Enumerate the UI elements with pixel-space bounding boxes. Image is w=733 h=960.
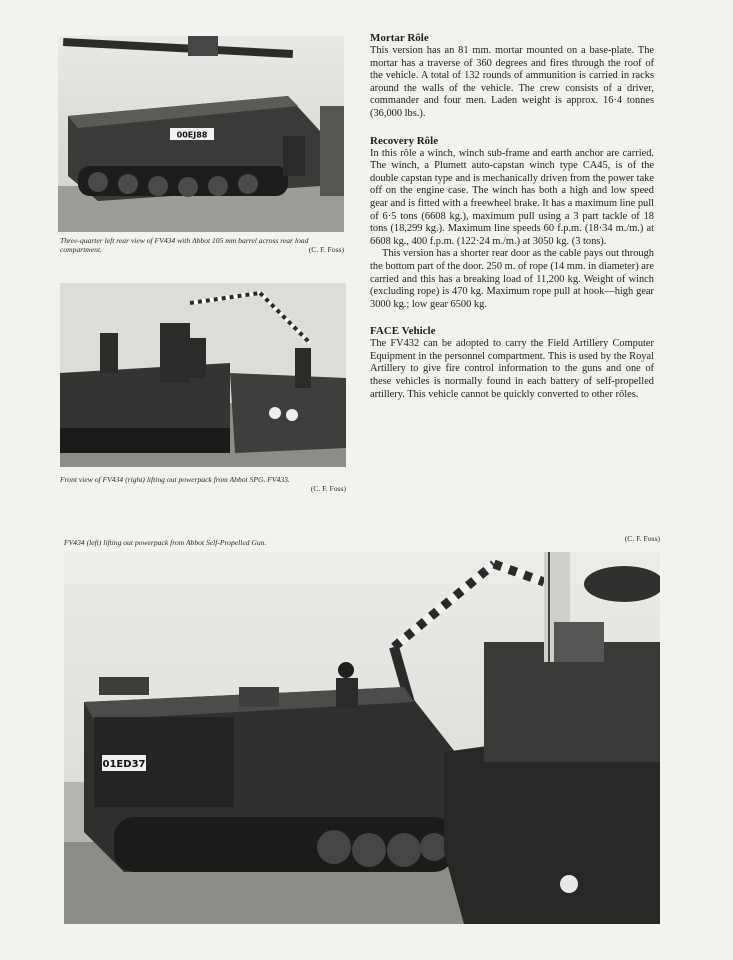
large-photo-credit: (C. F. Foss) [624, 534, 660, 543]
rear-view-plate: 00EJ88 [176, 130, 208, 140]
section-paragraph: This version has an 81 mm. mortar mounted on a base-plate. The mortar has a traverse of 360 degrees and fires through the roof of the vehicle. A total of 132 rounds of ammunition is carried in racks around the walls of the vehicle. The crew consists of a driver, commander and four men. Laden weight is approx. 16·4 tonnes (36,000 lbs.). [370, 45, 654, 119]
section-mortar-role [370, 32, 654, 121]
front-view-photo [60, 283, 346, 467]
large-photo-caption [64, 534, 660, 550]
section-paragraph: This version has a shorter rear door as the cable pays out through the bottom part of the door. 250 m. of rope (14 mm. in diameter) are carried and this has a breaking load of 11,200 kg. Weight of winch (excluding rope) is 470 kg. Maximum rope pull at hook—high gear 3000 kg.; low gear 6500 kg. [370, 248, 654, 310]
rear-view-credit: (C. F. Foss) [308, 245, 344, 254]
rear-view-caption-text: Three-quarter left rear view of FV434 with Abbot 105 mm barrel across rear load compartment. [60, 236, 309, 254]
rear-view-photo [58, 36, 344, 232]
front-view-image [60, 283, 346, 467]
section-face-vehicle [370, 325, 654, 401]
large-photo-image [64, 552, 660, 924]
section-paragraph: In this rôle a winch, winch sub-frame and earth anchor are carried. The winch, a Plumett auto-capstan winch type CA45, is of the double capstan type and is mechanically driven from the power take off on the engine case. The winch has both a high and low speed gear and is fitted with a freewheel brake. It has a maximum line pull of 6·5 tons (6608 kg.), maximum pull using a 3 part tackle of 18 tons (18,299 kg.). Maximum line speeds 60 f.p.m. (18·34 m./m.) at 6608 kg., 400 f.p.m. (122·24 m./m.) at 3050 kg. (3 tons). [370, 147, 654, 247]
large-photo-caption-text: FV434 (left) lifting out powerpack from Abbot Self-Propelled Gun. [64, 538, 267, 547]
section-heading: FACE Vehicle [370, 325, 436, 338]
section-heading: Recovery Rôle [370, 134, 439, 147]
section-paragraph: The FV432 can be adopted to carry the Field Artillery Computer Equipment in the personnel compartment. This is used by the Royal Artillery to give fire control information to the guns and one of these vehicles is normally found in each battery of self-propelled artillery. This vehicle cannot be quickly converted to other rôles. [370, 338, 654, 400]
section-recovery-role [370, 135, 654, 312]
rear-view-image [58, 36, 344, 232]
front-view-credit: (C. F. Foss) [310, 484, 346, 493]
text-column [370, 32, 654, 401]
section-heading: Mortar Rôle [370, 32, 429, 44]
front-view-caption [60, 475, 346, 495]
front-view-caption-text: Front view of FV434 (right) lifting out powerpack from Abbot SPG. FV433. [60, 475, 290, 484]
rear-view-caption [60, 236, 344, 256]
large-photo-plate: 01ED37 [102, 759, 146, 770]
large-photo [64, 552, 660, 924]
